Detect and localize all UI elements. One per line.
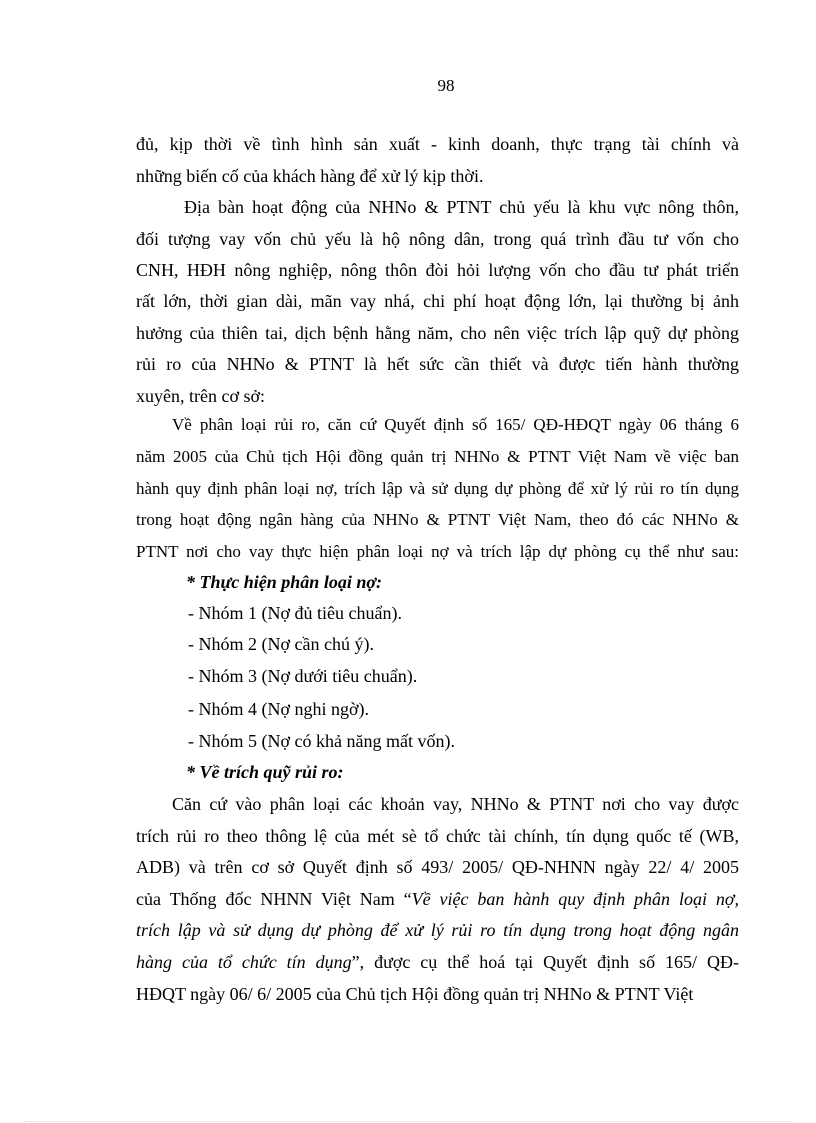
quoted-title-line: trích lập và sử dụng dự phòng để xử lý rủi ro tín dụng trong hoạt động ngân bbox=[136, 920, 739, 940]
page-number: 98 bbox=[437, 76, 455, 95]
list-item: - Nhóm 1 (Nợ đủ tiêu chuẩn). bbox=[188, 603, 402, 623]
list-item: - Nhóm 5 (Nợ có khả năng mất vốn). bbox=[188, 731, 455, 751]
text-line: xuyên, trên cơ sở: bbox=[136, 386, 266, 406]
text-line: Địa bàn hoạt động của NHNo & PTNT chủ yếu là khu vực nông thôn, bbox=[184, 197, 739, 217]
text-line: đối tượng vay vốn chủ yếu là hộ nông dân, trong quá trình đầu tư vốn cho bbox=[136, 229, 739, 249]
list-item: - Nhóm 3 (Nợ dưới tiêu chuẩn). bbox=[188, 666, 418, 686]
text-line: ADB) và trên cơ sở Quyết định số 493/ 2005/ QĐ-NHNN ngày 22/ 4/ 2005 bbox=[136, 857, 739, 877]
text-line: trích rủi ro theo thông lệ của mét sè tổ chức tài chính, tín dụng quốc tế (WB, bbox=[136, 826, 739, 846]
list-item: - Nhóm 2 (Nợ cần chú ý). bbox=[188, 634, 374, 654]
text-line: CNH, HĐH nông nghiệp, nông thôn đòi hỏi lượng vốn cho đầu tư phát triển bbox=[136, 260, 739, 280]
text-line: Về phân loại rủi ro, căn cứ Quyết định số 165/ QĐ-HĐQT ngày 06 tháng 6 bbox=[172, 415, 739, 434]
text-segment: của Thống đốc NHNN Việt Nam “ bbox=[136, 889, 412, 909]
text-line: PTNT nơi cho vay thực hiện phân loại nợ và trích lập dự phòng cụ thể như sau: bbox=[136, 542, 739, 561]
text-line: Căn cứ vào phân loại các khoản vay, NHNo & PTNT nơi cho vay được bbox=[172, 794, 739, 814]
text-line: những biến cố của khách hàng để xử lý kịp thời. bbox=[136, 166, 484, 186]
text-line: rất lớn, thời gian dài, mãn vay nhá, chi phí hoạt động lớn, lại thường bị ảnh bbox=[136, 291, 739, 311]
list-item: - Nhóm 4 (Nợ nghi ngờ). bbox=[188, 699, 370, 719]
text-segment: ”, được cụ thể hoá tại Quyết định số 165/ QĐ- bbox=[351, 952, 739, 972]
text-line-mixed bbox=[136, 887, 739, 911]
quoted-title: Về việc ban hành quy định phân loại nợ, bbox=[411, 889, 739, 909]
footer-divider bbox=[24, 1121, 792, 1122]
quoted-title: hàng của tổ chức tín dụng bbox=[136, 952, 352, 972]
text-line: năm 2005 của Chủ tịch Hội đồng quản trị NHNo & PTNT Việt Nam về việc ban bbox=[136, 447, 739, 466]
text-line: hưởng của thiên tai, dịch bệnh hằng năm, cho nên việc trích lập quỹ dự phòng bbox=[136, 323, 739, 343]
section-heading: * Về trích quỹ rủi ro: bbox=[186, 762, 344, 782]
text-line-mixed bbox=[136, 950, 739, 974]
text-line: rủi ro của NHNo & PTNT là hết sức cần thiết và được tiến hành thường bbox=[136, 354, 739, 374]
text-line: trong hoạt động ngân hàng của NHNo & PTNT Việt Nam, theo đó các NHNo & bbox=[136, 510, 739, 529]
section-heading: * Thực hiện phân loại nợ: bbox=[186, 572, 382, 592]
text-line: HĐQT ngày 06/ 6/ 2005 của Chủ tịch Hội đồng quản trị NHNo & PTNT Việt bbox=[136, 984, 694, 1004]
text-line: đủ, kịp thời về tình hình sản xuất - kinh doanh, thực trạng tài chính và bbox=[136, 134, 739, 154]
text-line: hành quy định phân loại nợ, trích lập và sử dụng dự phòng để xử lý rủi ro tín dụng bbox=[136, 479, 739, 498]
